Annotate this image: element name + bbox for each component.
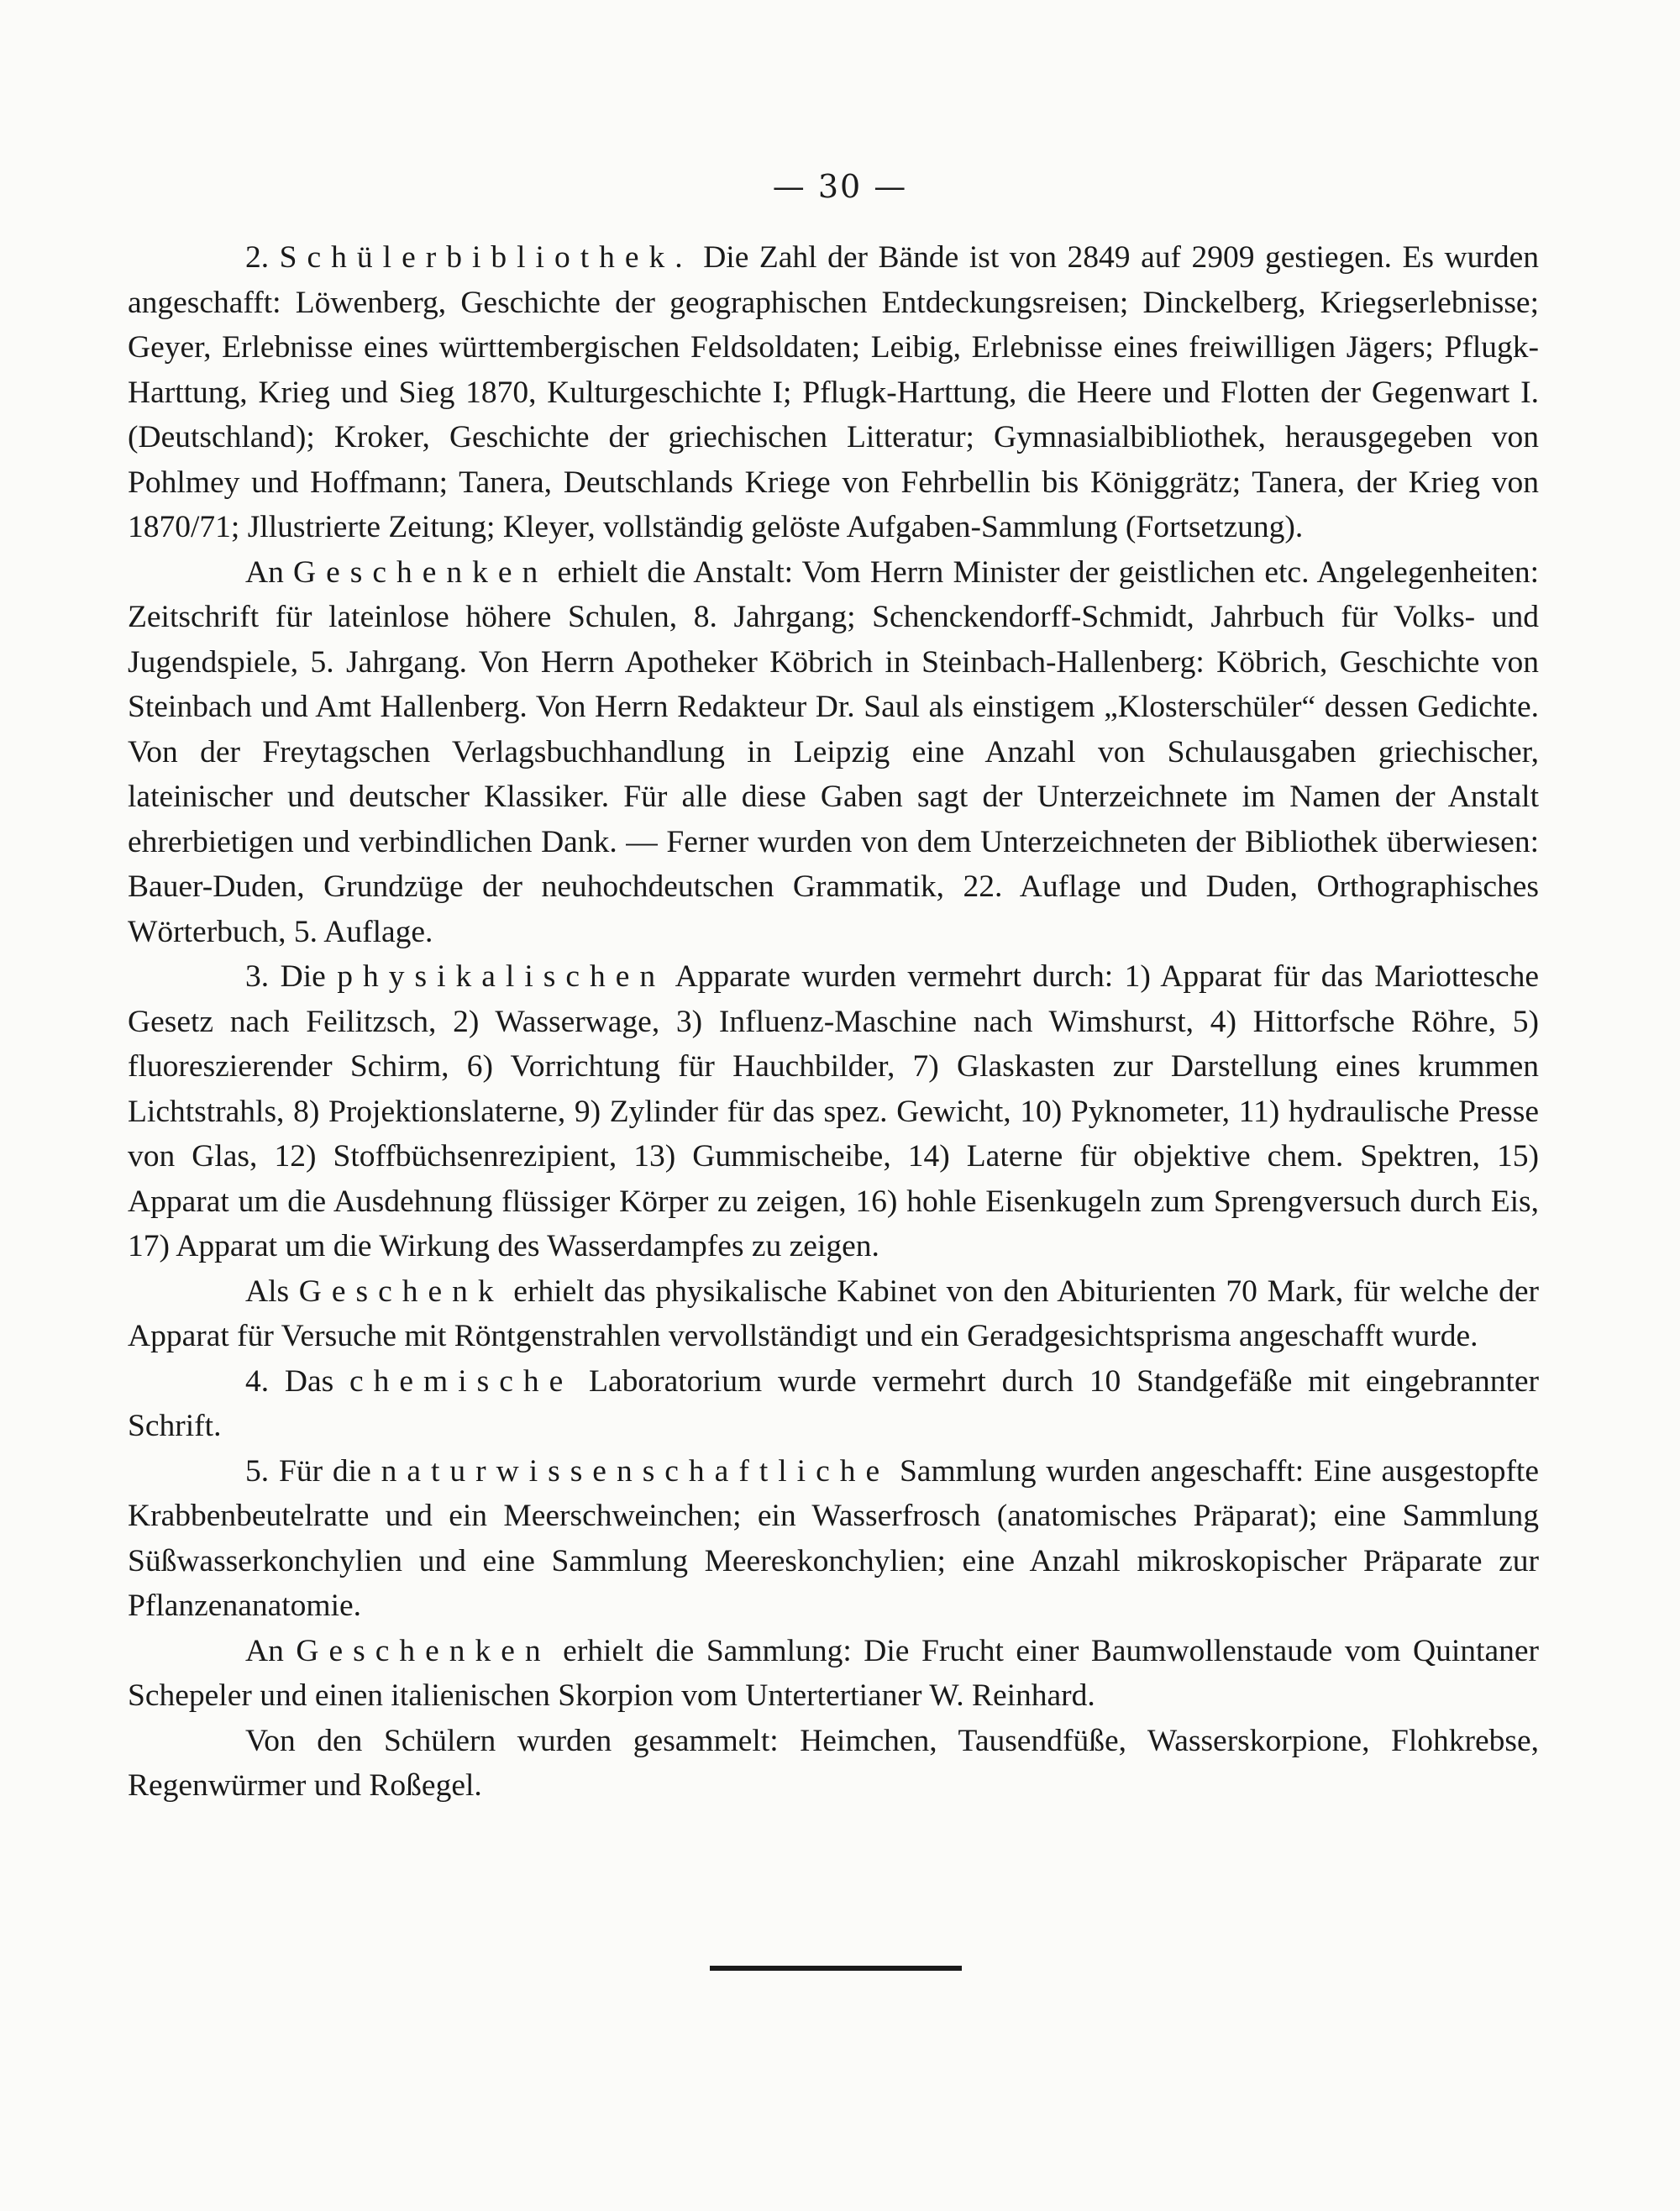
- section-heading-gifts: Geschenken: [293, 554, 549, 590]
- section-number: 2.: [245, 240, 270, 275]
- paragraph-lead: 3. Die: [245, 959, 326, 994]
- paragraph-physics-gift: [128, 1269, 1539, 1359]
- paragraph-physics: [128, 954, 1539, 1269]
- paragraph-natural-science: [128, 1449, 1539, 1629]
- paragraph-text: Von den Schülern wurden gesammelt: Heimchen, Tausendfüße, Wasserskorpione, Flohkrebse, Regenwürmer und Roßegel.: [128, 1723, 1539, 1803]
- paragraph-text: Apparate wurden vermehrt durch: 1) Apparat für das Mariottesche Gesetz nach Feilitzsch, 2) Wasserwage, 3) Influenz-Maschine nach Wimshurst, 4) Hittorfsche Röhre, 5) fluoreszierender Schirm, 6) Vorrichtung für Hauchbilder, 7) Glaskasten zur Darstellung eines krummen Lichtstrahls, 8) Projektionslaterne, 9) Zylinder für das spez. Gewicht, 10) Pyknometer, 11) hydraulische Presse von Glas, 12) Stoffbüchsenrezipient, 13) Gummischeibe, 14) Laterne für objektive chem. Spektren, 15) Apparat um die Ausdehnung flüssiger Körper zu zeigen, 16) hohle Eisenkugeln zum Sprengversuch durch Eis, 17) Apparat um die Wirkung des Wasserdampfes zu zeigen.: [128, 959, 1540, 1263]
- paragraph-lead: 4. Das: [245, 1363, 334, 1399]
- section-heading-physics: physikalischen: [337, 959, 666, 994]
- paragraph-lead: 5. Für die: [245, 1453, 371, 1489]
- paragraph-lead: An: [245, 554, 284, 590]
- paragraph-text: Sammlung wurden angeschafft: Eine ausgestopfte Krabbenbeutelratte und ein Meerschweinchen; ein Wasserfrosch (anatomisches Präparat); eine Sammlung Süßwasserkonchylien und eine Sammlung Meereskonchylien; eine Anzahl mikroskopischer Präparate zur Pflanzenanatomie.: [128, 1453, 1539, 1623]
- paragraph-text: erhielt das physikalische Kabinet von den Abiturienten 70 Mark, für welche der Apparat für Versuche mit Röntgenstrahlen vervollständigt und ein Geradgesichtsprisma angeschafft wurde.: [128, 1274, 1540, 1353]
- section-heading-gift: Geschenk: [298, 1274, 504, 1309]
- closing-rule: [710, 1966, 962, 1971]
- paragraph-text: Laboratorium wurde vermehrt durch 10 Standgefäße mit eingebrannter Schrift.: [128, 1363, 1540, 1443]
- paragraph-lead: Als: [245, 1274, 290, 1309]
- section-heading-natural-science: naturwissenschaftliche: [381, 1453, 890, 1489]
- paragraph-chemistry: [128, 1359, 1539, 1449]
- paragraph-collected: [128, 1719, 1539, 1809]
- page-number: — 30 —: [772, 168, 908, 205]
- section-heading-gifts: Geschenken: [296, 1633, 551, 1668]
- section-heading-library: Schülerbibliothek.: [279, 240, 693, 275]
- paragraph-natural-science-gifts: [128, 1629, 1539, 1719]
- paragraph-text: Die Zahl der Bände ist von 2849 auf 2909 gestiegen. Es wurden angeschafft: Löwenberg, Geschichte der geographischen Entdeckungsreisen; Dinckelberg, Kriegserlebnisse; Geyer, Erlebnisse eines württembergischen Feldsoldaten; Leibig, Erlebnisse eines freiwilligen Jägers; Pflugk-Harttung, Krieg und Sieg 1870, Kulturgeschichte I; Pflugk-Harttung, die Heere und Flotten der Gegenwart I. (Deutschland); Kroker, Geschichte der griechischen Litteratur; Gymnasialbibliothek, herausgegeben von Pohlmey und Hoffmann; Tanera, Deutschlands Kriege von Fehrbellin bis Königgrätz; Tanera, der Krieg von 1870/71; Jllustrierte Zeitung; Kleyer, vollständig gelöste Aufgaben-Sammlung (Fortsetzung).: [128, 240, 1540, 544]
- paragraph-text: erhielt die Anstalt: Vom Herrn Minister der geistlichen etc. Angelegenheiten: Zeitschrift für lateinlose höhere Schulen, 8. Jahrgang; Schenckendorff-Schmidt, Jahrbuch für Volks- und Jugendspiele, 5. Jahrgang. Von Herrn Apotheker Köbrich in Steinbach-Hallenberg: Köbrich, Geschichte von Steinbach und Amt Hallenberg. Von Herrn Redakteur Dr. Saul als einstigem „Klosterschüler“ dessen Gedichte. Von der Freytagschen Verlagsbuchhandlung in Leipzig eine Anzahl von Schulausgaben griechischer, lateinischer und deutscher Klassiker. Für alle diese Gaben sagt der Unterzeichnete im Namen der Anstalt ehrerbietigen und verbindlichen Dank. — Ferner wurden von dem Unterzeichneten der Bibliothek überwiesen: Bauer-Duden, Grundzüge der neuhochdeutschen Grammatik, 22. Auflage und Duden, Orthographisches Wörterbuch, 5. Auflage.: [128, 554, 1540, 949]
- page-body: [128, 235, 1539, 1809]
- paragraph-library-gifts: [128, 550, 1539, 955]
- paragraph-text: erhielt die Sammlung: Die Frucht einer Baumwollenstaude vom Quintaner Schepeler und einen italienischen Skorpion vom Untertertianer W. Reinhard.: [128, 1633, 1539, 1713]
- section-heading-chemistry: chemische: [349, 1363, 574, 1399]
- paragraph-library: [128, 235, 1539, 550]
- paragraph-lead: An: [245, 1633, 284, 1668]
